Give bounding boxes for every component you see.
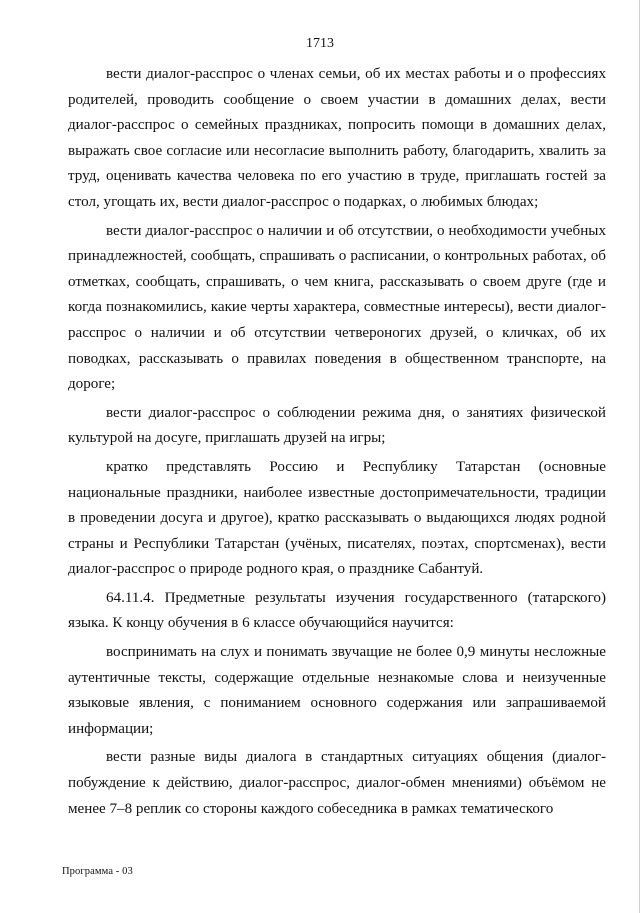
page-number: 1713 — [306, 36, 334, 51]
document-body — [68, 62, 606, 825]
paragraph-daily-routine: вести диалог-расспрос о соблюдении режима дня, о занятиях физической культурой на досуге, приглашать друзей на игры; — [68, 404, 606, 447]
paragraph-russia-tatarstan: кратко представлять Россию и Республику Татарстан (основные национальные праздники, наиболее известные достопримечательности, традиции в проведении досуга и другое), кратко рассказывать о выдающихся людях родной страны и Республики Татарстан (учёных, писателях, поэтах, спортсменах), вести диалог-расспрос о природе родного края, о празднике Сабантуй. — [68, 458, 606, 578]
paragraph-school-friends: вести диалог-расспрос о наличии и об отсутствии, о необходимости учебных принадлежностей, сообщать, спрашивать о расписании, о контрольных работах, об отметках, сообщать, спрашивать, о чем книга, рассказывать о своем друге (где и когда познакомились, какие черты характера, совместные интересы), вести диалог-расспрос о наличии и об отсутствии четвероногих друзей, о кличках, об их поводках, рассказывать о правилах поведения в общественном транспорте, на дороге; — [68, 222, 606, 393]
paragraph-dialogue-types: вести разные виды диалога в стандартных ситуациях общения (диалог-побуждение к действию, диалог-расспрос, диалог-обмен мнениями) объёмом не менее 7–8 реплик со стороны каждого собеседника в рамках тематического — [68, 749, 606, 817]
page-footer: Программа - 03 — [62, 866, 133, 877]
paragraph-section-heading: 64.11.4. Предметные результаты изучения государственного (татарского) языка. К концу обучения в 6 классе обучающийся научится: — [68, 589, 606, 632]
paragraph-listening: воспринимать на слух и понимать звучащие не более 0,9 минуты несложные аутентичные тексты, содержащие отдельные незнакомые слова и неизученные языковые явления, с пониманием основного содержания или запрашиваемой информации; — [68, 644, 606, 737]
paragraph-family-dialogue: вести диалог-расспрос о членах семьи, об их местах работы и о профессиях родителей, проводить сообщение о своем участии в домашних делах, вести диалог-расспрос о семейных праздниках, попросить помощи в домашних делах, выражать свое согласие или несогласие выполнить работу, благодарить, хвалить за труд, оценивать качества человека по его участию в труде, приглашать гостей за стол, угощать их, вести диалог-расспрос о подарках, о любимых блюдах; — [68, 66, 606, 210]
